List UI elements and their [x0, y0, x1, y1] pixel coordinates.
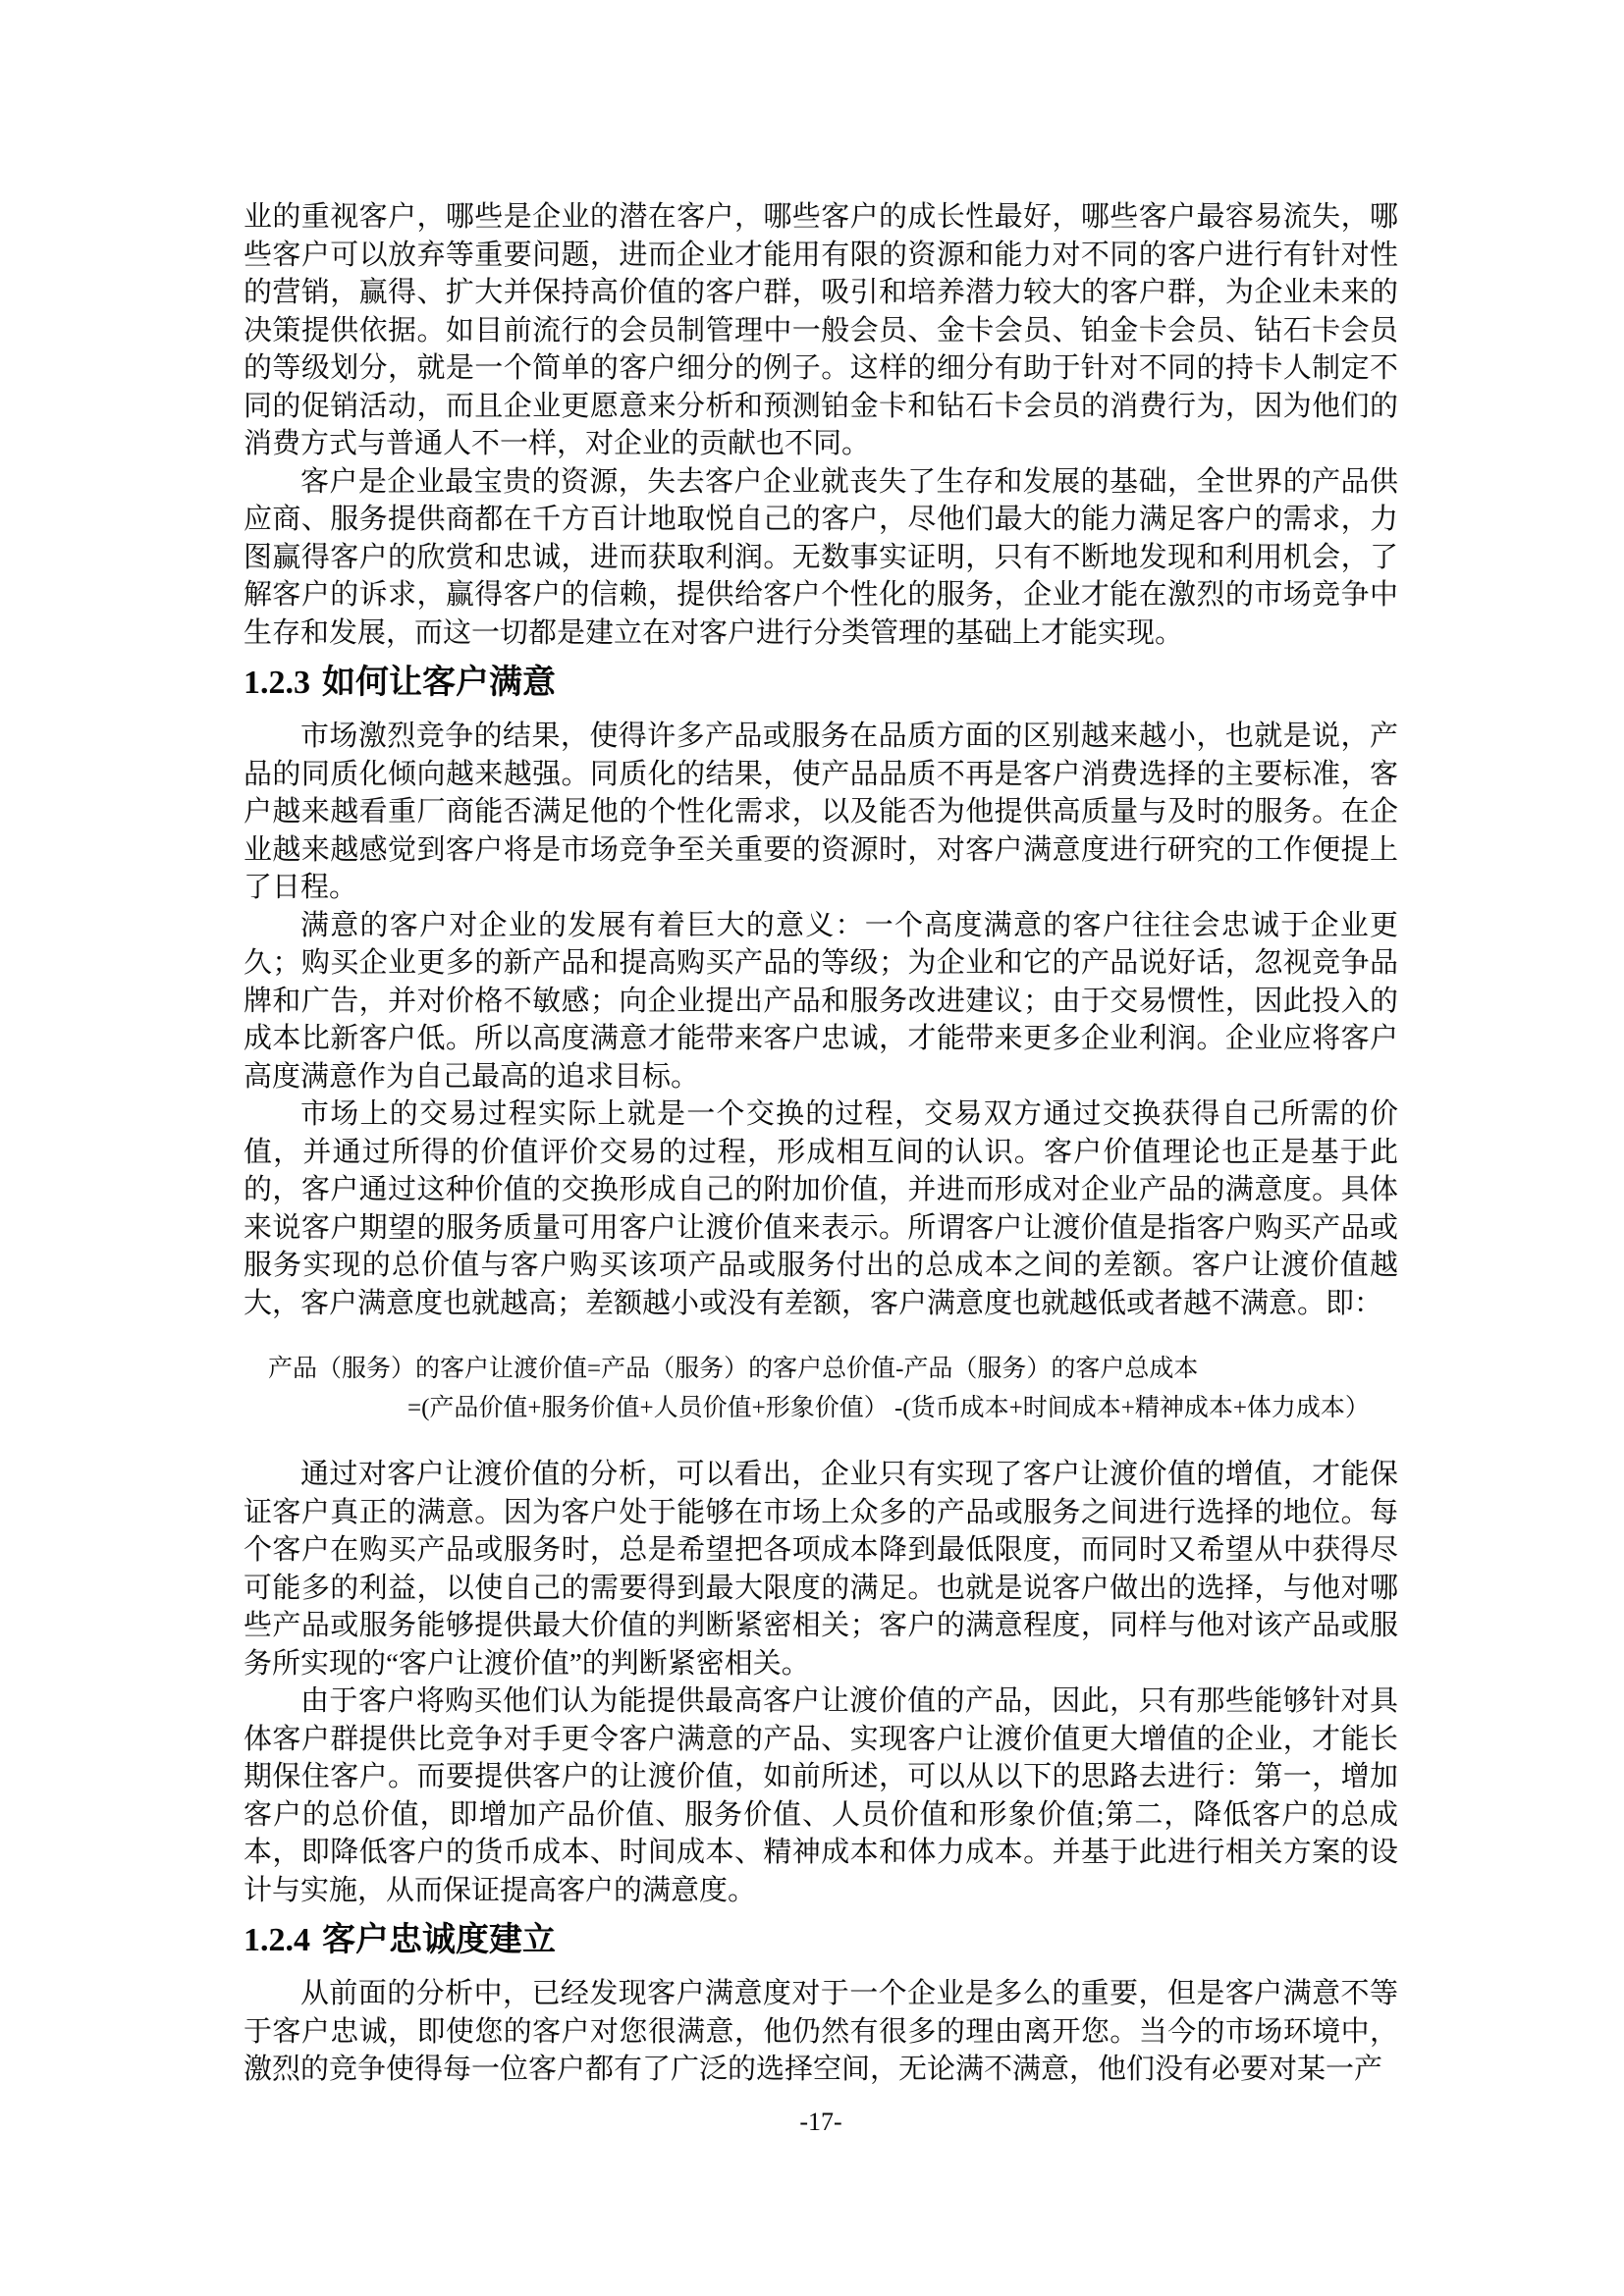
body-paragraph: 满意的客户对企业的发展有着巨大的意义：一个高度满意的客户往往会忠诚于企业更久；购买企业更多的新产品和提高购买产品的等级；为企业和它的产品说好话，忽视竞争品牌和广告，并对价格不敏感；向企业提出产品和服务改进建议；由于交易惯性，因此投入的成本比新客户低。所以高度满意才能带来客户忠诚，才能带来更多企业利润。企业应将客户高度满意作为自己最高的追求目标。 — [244, 909, 1398, 1093]
heading-title: 如何让客户满意 — [322, 664, 556, 701]
section-heading-1-2-3 — [244, 662, 1398, 704]
page-number: -17- — [799, 2108, 842, 2136]
body-paragraph-continuation: 业的重视客户，哪些是企业的潜在客户，哪些客户的成长性最好，哪些客户最容易流失，哪些客户可以放弃等重要问题，进而企业才能用有限的资源和能力对不同的客户进行有针对性的营销，赢得、扩大并保持高价值的客户群，吸引和培养潜力较大的客户群，为企业未来的决策提供依据。如目前流行的会员制管理中一般会员、金卡会员、铂金卡会员、钻石卡会员的等级划分，就是一个简单的客户细分的例子。这样的细分有助于针对不同的持卡人制定不同的促销活动，而且企业更愿意来分析和预测铂金卡和钻石卡会员的消费行为，因为他们的消费方式与普通人不一样，对企业的贡献也不同。 — [244, 201, 1398, 459]
body-paragraph: 市场激烈竞争的结果，使得许多产品或服务在品质方面的区别越来越小，也就是说，产品的同质化倾向越来越强。同质化的结果，使产品品质不再是客户消费选择的主要标准，客户越来越看重厂商能否满足他的个性化需求，以及能否为他提供高质量与及时的服务。在企业越来越感觉到客户将是市场竞争至关重要的资源时，对客户满意度进行研究的工作便提上了日程。 — [244, 721, 1398, 903]
formula-line-1: 产品（服务）的客户让渡价值=产品（服务）的客户总价值-产品（服务）的客户总成本 — [268, 1356, 1199, 1382]
formula-line-2: =(产品价值+服务价值+人员价值+形象价值） -(货币成本+时间成本+精神成本+体力成本） — [407, 1395, 1370, 1421]
body-paragraph: 客户是企业最宝贵的资源，失去客户企业就丧失了生存和发展的基础，全世界的产品供应商、服务提供商都在千方百计地取悦自己的客户，尽他们最大的能力满足客户的需求，力图赢得客户的欣赏和忠诚，进而获取利润。无数事实证明，只有不断地发现和利用机会，了解客户的诉求，赢得客户的信赖，提供给客户个性化的服务，企业才能在激烈的市场竞争中生存和发展，而这一切都是建立在对客户进行分类管理的基础上才能实现。 — [244, 465, 1398, 649]
body-paragraph: 从前面的分析中，已经发现客户满意度对于一个企业是多么的重要，但是客户满意不等于客户忠诚，即使您的客户对您很满意，他仍然有很多的理由离开您。当今的市场环境中，激烈的竞争使得每一位客户都有了广泛的选择空间，无论满不满意，他们没有必要对某一产 — [244, 1978, 1398, 2085]
heading-title: 客户忠诚度建立 — [322, 1921, 556, 1958]
section-heading-1-2-4 — [244, 1919, 1398, 1961]
heading-number: 1.2.4 — [244, 1922, 310, 1958]
formula-block — [244, 1350, 1398, 1428]
heading-number: 1.2.3 — [244, 665, 310, 701]
body-paragraph: 市场上的交易过程实际上就是一个交换的过程，交易双方通过交换获得自己所需的价值，并通过所得的价值评价交易的过程，形成相互间的认识。客户价值理论也正是基于此的，客户通过这种价值的交换形成自己的附加价值，并进而形成对企业产品的满意度。具体来说客户期望的服务质量可用客户让渡价值来表示。所谓客户让渡价值是指客户购买产品或服务实现的总价值与客户购买该项产品或服务付出的总成本之间的差额。客户让渡价值越大，客户满意度也就越高；差额越小或没有差额，客户满意度也就越低或者越不满意。即： — [244, 1098, 1398, 1319]
body-paragraph: 通过对客户让渡价值的分析，可以看出，企业只有实现了客户让渡价值的增值，才能保证客户真正的满意。因为客户处于能够在市场上众多的产品或服务之间进行选择的地位。每个客户在购买产品或服务时，总是希望把各项成本降到最低限度，而同时又希望从中获得尽可能多的利益，以使自己的需要得到最大限度的满足。也就是说客户做出的选择，与他对哪些产品或服务能够提供最大价值的判断紧密相关；客户的满意程度，同样与他对该产品或服务所实现的“客户让渡价值”的判断紧密相关。 — [244, 1459, 1398, 1680]
body-paragraph: 由于客户将购买他们认为能提供最高客户让渡价值的产品，因此，只有那些能够针对具体客户群提供比竞争对手更令客户满意的产品、实现客户让渡价值更大增值的企业，才能长期保住客户。而要提供客户的让渡价值，如前所述，可以从以下的思路去进行：第一，增加客户的总价值，即增加产品价值、服务价值、人员价值和形象价值;第二，降低客户的总成本，即降低客户的货币成本、时间成本、精神成本和体力成本。并基于此进行相关方案的设计与实施，从而保证提高客户的满意度。 — [244, 1685, 1398, 1906]
